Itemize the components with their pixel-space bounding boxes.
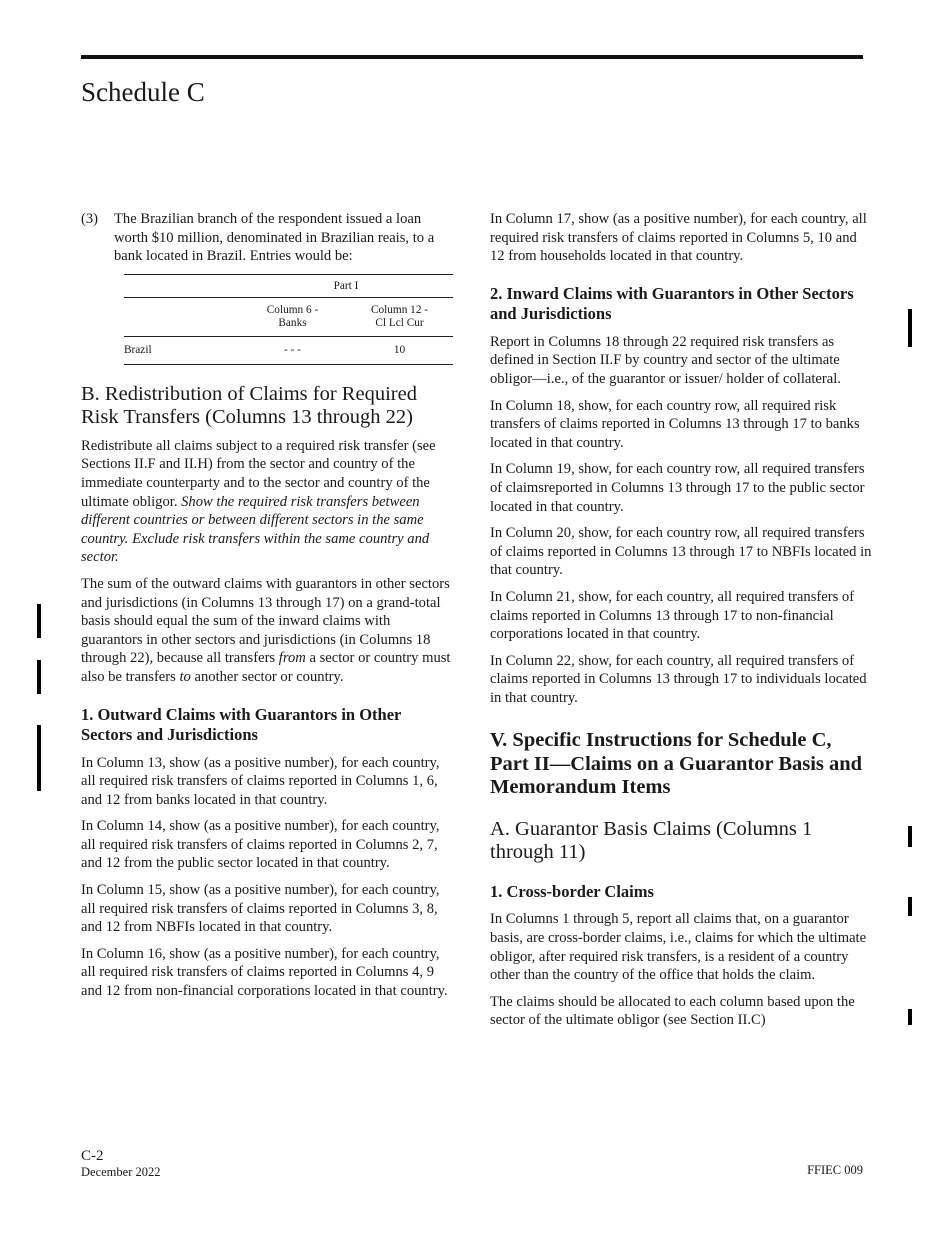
footer-date: December 2022 [81, 1165, 161, 1179]
cross-border-paragraph-2: The claims should be allocated to each column based upon the sector of the ultimate obligor (see Section II.C) [490, 993, 855, 1029]
column-6-header: Column 6 - Banks [239, 297, 346, 336]
change-bar [37, 604, 41, 638]
column-17-paragraph: In Column 17, show (as a positive number), for each country, all required risk transfers of claims reported in Columns 5, 10 and 12 from households located in that country. [490, 211, 867, 265]
table-part-header: Part I [239, 274, 453, 297]
column-6-value: - - - [239, 336, 346, 364]
column-15-paragraph: In Column 15, show (as a positive number), for each country, all required risk transfers of claims reported in Columns 3, 8, and 12 from NBFIs located in that country. [81, 882, 440, 936]
change-bar [908, 309, 912, 347]
guarantor-basis-heading: A. Guarantor Basis Claims (Columns 1 through 11) [490, 817, 813, 863]
column-12-value: 10 [346, 336, 453, 364]
entries-table [124, 274, 453, 365]
item-text: The Brazilian branch of the respondent issued a loan worth $10 million, denominated in Brazilian reais, to a bank located in Brazil. Entries would be: [114, 211, 435, 265]
column-18-paragraph: In Column 18, show, for each country row, all required risk transfers of claims reported in Columns 13 through 17 to banks located in that country. [490, 397, 860, 451]
column-14-paragraph: In Column 14, show (as a positive number), for each country, all required risk transfers of claims reported in Columns 2, 7, and 12 from the public sector located in that country. [81, 818, 440, 872]
footer-form-id: FFIEC 009 [807, 1163, 863, 1177]
section-b-paragraph-1: Redistribute all claims subject to a required risk transfer (see Sections II.F and II.H) from the sector and country of the immediate counterparty and to the sector and country of the ultimate obligor. Show the required risk transfers between different countries or between different sectors in the same country. Exclude risk transfers within the same country and sector. [81, 437, 436, 566]
row-label: Brazil [124, 336, 239, 364]
outward-claims-heading: 1. Outward Claims with Guarantors in Other Sectors and Jurisdictions [81, 704, 402, 744]
page-title: Schedule C [81, 77, 205, 107]
column-22-paragraph: In Column 22, show, for each country, all required transfers of claims reported in Columns 13 through 17 to individuals located in that country. [490, 652, 867, 706]
footer-left [81, 1148, 160, 1179]
column-12-header: Column 12 - Cl Lcl Cur [346, 297, 453, 336]
list-item-3 [81, 210, 453, 266]
top-rule [81, 55, 863, 59]
column-20-paragraph: In Column 20, show, for each country row, all required transfers of claims reported in Columns 13 through 17 to NBFIs located in that country. [490, 525, 872, 579]
inward-claims-heading: 2. Inward Claims with Guarantors in Other Sectors and Jurisdictions [490, 283, 854, 324]
change-bar [908, 826, 912, 847]
page-number: C-2 [81, 1148, 104, 1164]
right-column [490, 210, 875, 1038]
change-bar [37, 725, 41, 791]
change-bar [908, 897, 912, 916]
section-b-heading: B. Redistribution of Claims for Required Risk Transfers (Columns 13 through 22) [81, 382, 417, 428]
item-number: (3) [81, 211, 99, 227]
cross-border-paragraph-1: In Columns 1 through 5, report all claims that, on a guarantor basis, are cross-border claims, i.e., claims for which the ultimate obligor, after required risk transfers, is a resident of a country other than the country of the office that holds the claim. [490, 911, 867, 984]
change-bar [908, 1009, 912, 1025]
table-row [124, 336, 453, 364]
inward-intro-paragraph: Report in Columns 18 through 22 required risk transfers as defined in Section II.F by country and sector of the ultimate obligor—i.e., of the guarantor or issuer/ holder of collateral. [490, 333, 841, 387]
column-16-paragraph: In Column 16, show (as a positive number), for each country, all required risk transfers of claims reported in Columns 4, 9 and 12 from non-financial corporations located in that country. [81, 945, 448, 1000]
section-v-heading: V. Specific Instructions for Schedule C, Part II—Claims on a Guarantor Basis and Memorandum Items [490, 729, 863, 799]
section-b-paragraph-2: The sum of the outward claims with guarantors in other sectors and jurisdictions (in Columns 13 through 17) on a grand-total basis should equal the sum of the inward claims with guarantors in other sectors and jurisdictions (in Columns 18 through 22), because all transfers from a sector or country must also be transfers to another sector or country. [81, 575, 451, 685]
change-bar [37, 660, 41, 694]
cross-border-heading: 1. Cross-border Claims [490, 881, 654, 901]
column-21-paragraph: In Column 21, show, for each country, all required transfers of claims reported in Columns 13 through 17 to non-financial corporations located in that country. [490, 588, 855, 643]
left-column [81, 210, 453, 1009]
column-19-paragraph: In Column 19, show, for each country row, all required transfers of claimsreported in Columns 13 through 17 to the public sector located in that country. [490, 461, 865, 515]
column-13-paragraph: In Column 13, show (as a positive number), for each country, all required risk transfers of claims reported in Columns 1, 6, and 12 from banks located in that country. [81, 754, 440, 808]
